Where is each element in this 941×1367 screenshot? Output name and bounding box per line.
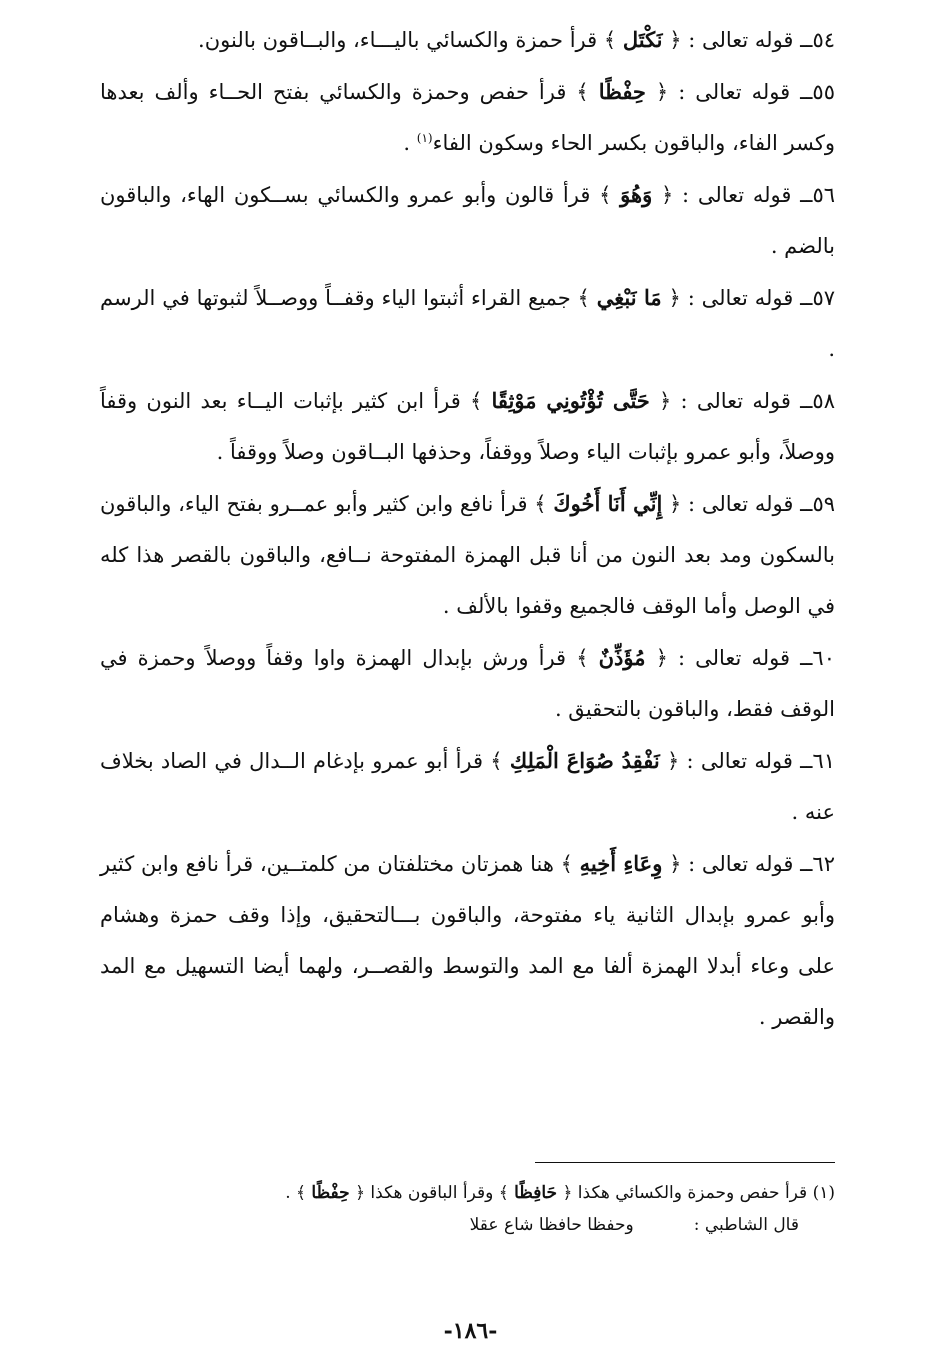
ayah-text: وِعَاءِ أَخِيهِ [579, 851, 663, 876]
entry-text: هنا همزتان مختلفتان من كلمتــين، قرأ نافع وابن كثير وأبو عمرو بإبدال الثانية ياء مفتوحة، والباقون بـــالتحقيق، وإذا وقف حمزة وهشام على وعاء أبدلا الهمزة ألفا مع المد والتوسط والقصــر، ولهما أيضا التسهيل مع المد والقصر . [100, 852, 835, 1029]
entry-56 [100, 169, 835, 272]
page-body [100, 14, 835, 1043]
brace-close: ﴾ [576, 646, 589, 670]
brace-close: ﴾ [560, 852, 573, 876]
footnote-1 [100, 1177, 835, 1209]
entry-text: قرأ حمزة والكسائي باليـــاء، والبــاقون بالنون. [198, 28, 604, 52]
ayah-text: نَكْتَل [622, 27, 663, 52]
ayah-text: حِفْظًا [598, 79, 646, 104]
footnote-divider [535, 1162, 835, 1163]
entry-lead: ٥٦ــ قوله تعالى : [673, 183, 836, 207]
entry-text: قرأ قالون وأبو عمرو والكسائي بســكون الهاء، والباقون بالضم . [100, 183, 835, 258]
brace-open: ﴿ [669, 852, 682, 876]
footnote-word: حَافِظًا [514, 1183, 558, 1203]
brace-open: ﴿ [667, 749, 680, 773]
entry-text: قرأ نافع وابن كثير وأبو عمــرو بفتح الياء، والباقون بالسكون ومد بعد النون من أنا قبل الهمزة المفتوحة نــافع، والباقون بالقصر هذا كله في الوصل وأما الوقف فالجميع وقفوا بالألف . [100, 492, 835, 618]
ayah-text: وَهُوَ [620, 182, 653, 207]
ayah-text: حَتَّى تُؤْتُونِي مَوْثِقًا [491, 388, 650, 413]
entry-58 [100, 375, 835, 478]
verse-label: قال الشاطبي : [693, 1215, 799, 1235]
ayah-text: نَفْقِدُ صُوَاعَ الْمَلِكِ [509, 748, 660, 773]
entry-text: قرأ حفص وحمزة والكسائي بفتح الحــاء وألف بعدها وكسر الفاء، والباقون بكسر الحاء وسكون الفاء [100, 80, 835, 155]
brace-open: ﴿ [668, 286, 681, 310]
brace-close: ﴾ [576, 80, 589, 104]
entry-57 [100, 272, 835, 375]
footnote-word: حِفْظًا [311, 1183, 350, 1203]
ayah-text: مَا نَبْغِي [596, 285, 662, 310]
entry-lead: ٦٢ــ قوله تعالى : [681, 852, 835, 876]
brace-open: ﴿ [669, 492, 682, 516]
brace-close: ﴾ [296, 1183, 307, 1203]
entry-62 [100, 838, 835, 1043]
footnote-verse [100, 1209, 835, 1241]
entry-lead: ٦١ــ قوله تعالى : [679, 749, 835, 773]
verse-text: وحفظا حافظا شاع عقلا [469, 1215, 634, 1235]
brace-open: ﴿ [669, 28, 682, 52]
entry-text: جميع القراء أثبتوا الياء وقفــاً ووصــلاً لثبوتها في الرسم . [100, 286, 835, 361]
brace-open: ﴿ [355, 1183, 366, 1203]
entry-61 [100, 735, 835, 838]
brace-close: ﴾ [498, 1183, 509, 1203]
brace-close: ﴾ [577, 286, 590, 310]
footnote-text: (١) قرأ حفص وحمزة والكسائي هكذا [572, 1183, 835, 1203]
brace-close: ﴾ [599, 183, 612, 207]
brace-close: ﴾ [490, 749, 503, 773]
entry-text: قرأ ابن كثير بإثبات اليــاء بعد النون وقفاً ووصلاً، وأبو عمرو بإثبات الياء وصلاً ووقفاً، وحذفها البــاقون وصلاً ووقفاً . [100, 389, 835, 464]
entry-lead: ٥٩ــ قوله تعالى : [681, 492, 835, 516]
brace-close: ﴾ [469, 389, 483, 413]
entry-text: قرأ أبو عمرو بإدغام الــدال في الصاد بخلاف عنه . [100, 749, 835, 824]
footnote-reference[interactable]: (١) [416, 131, 433, 145]
ayah-text: إِنِّي أَنَا أَخُوكَ [553, 491, 663, 516]
brace-open: ﴿ [655, 646, 668, 670]
entry-lead: ٦٠ــ قوله تعالى : [667, 646, 835, 670]
brace-close: ﴾ [534, 492, 547, 516]
entry-lead: ٥٤ــ قوله تعالى : [681, 28, 835, 52]
brace-close: ﴾ [603, 28, 617, 52]
entry-lead: ٥٨ــ قوله تعالى : [671, 389, 835, 413]
brace-open: ﴿ [659, 389, 672, 413]
brace-open: ﴿ [655, 80, 669, 104]
footnotes [100, 1162, 835, 1241]
brace-open: ﴿ [562, 1183, 573, 1203]
entry-text: قرأ ورش بإبدال الهمزة واوا وقفاً ووصلاً وحمزة في الوقف فقط، والباقون بالتحقيق . [100, 646, 835, 721]
entry-lead: ٥٧ــ قوله تعالى : [680, 286, 835, 310]
entry-55 [100, 66, 835, 169]
entry-60 [100, 632, 835, 735]
page-number: -١٨٦- [443, 1318, 498, 1344]
ayah-text: مُؤَذِّنٌ [598, 645, 646, 670]
brace-open: ﴿ [661, 183, 674, 207]
entry-54 [100, 14, 835, 66]
footnote-end: . [285, 1183, 297, 1203]
entry-lead: ٥٥ــ قوله تعالى : [668, 80, 835, 104]
footnote-text: وقرأ الباقون هكذا [365, 1183, 499, 1203]
entry-tail: . [403, 131, 417, 155]
entry-59 [100, 478, 835, 632]
